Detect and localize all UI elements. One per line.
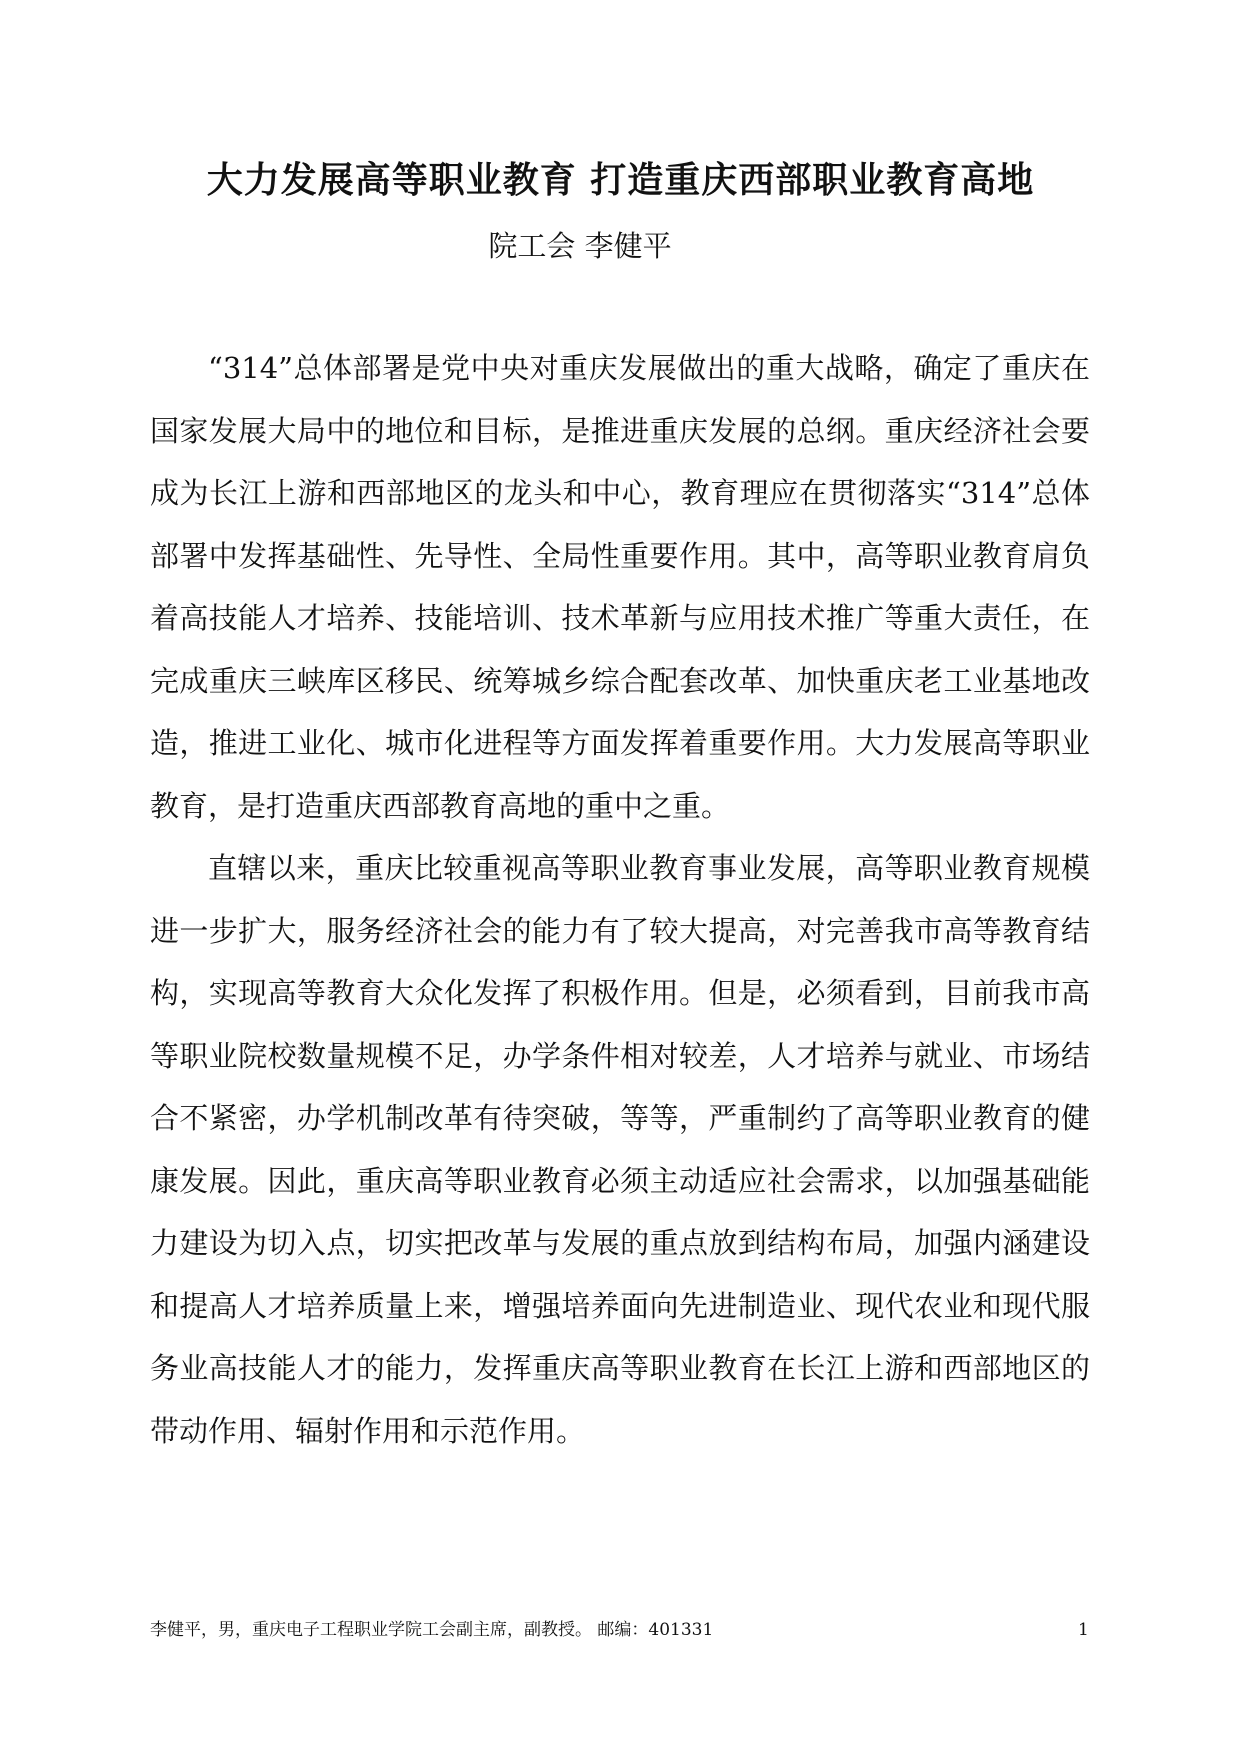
document-title: 大力发展高等职业教育 打造重庆西部职业教育高地 xyxy=(206,159,1035,201)
document-body xyxy=(150,337,1090,1462)
author-line: 院工会 李健平 xyxy=(488,229,672,263)
page-number: 1 xyxy=(1078,1620,1089,1640)
paragraph: “314”总体部署是党中央对重庆发展做出的重大战略，确定了重庆在国家发展大局中的地位和目标，是推进重庆发展的总纲。重庆经济社会要成为长江上游和西部地区的龙头和中心，教育理应在贯彻落实“314”总体部署中发挥基础性、先导性、全局性重要作用。其中，高等职业教育肩负着高技能人才培养、技能培训、技术革新与应用技术推广等重大责任，在完成重庆三峡库区移民、统筹城乡综合配套改革、加快重庆老工业基地改造，推进工业化、城市化进程等方面发挥着重要作用。大力发展高等职业教育，是打造重庆西部教育高地的重中之重。 xyxy=(150,351,1090,823)
footnote: 李健平，男，重庆电子工程职业学院工会副主席，副教授。 邮编：401331 xyxy=(150,1620,714,1640)
paragraph: 直辖以来，重庆比较重视高等职业教育事业发展，高等职业教育规模进一步扩大，服务经济社会的能力有了较大提高，对完善我市高等教育结构，实现高等教育大众化发挥了积极作用。但是，必须看到，目前我市高等职业院校数量规模不足，办学条件相对较差，人才培养与就业、市场结合不紧密，办学机制改革有待突破，等等，严重制约了高等职业教育的健康发展。因此，重庆高等职业教育必须主动适应社会需求，以加强基础能力建设为切入点，切实把改革与发展的重点放到结构布局，加强内涵建设和提高人才培养质量上来，增强培养面向先进制造业、现代农业和现代服务业高技能人才的能力，发挥重庆高等职业教育在长江上游和西部地区的带动作用、辐射作用和示范作用。 xyxy=(150,851,1090,1448)
